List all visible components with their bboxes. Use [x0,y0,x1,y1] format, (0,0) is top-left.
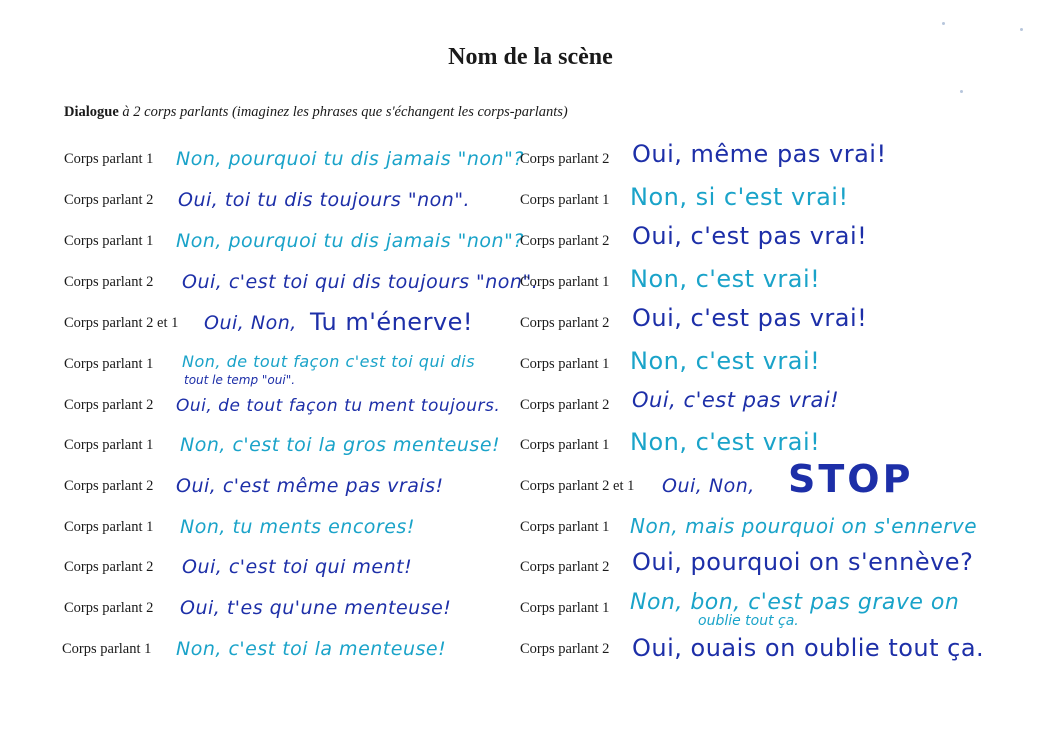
speaker-label: Corps parlant 2 [520,559,610,575]
speaker-label: Corps parlant 1 [520,192,610,208]
handwritten-line: Oui, t'es qu'une menteuse! [180,597,452,619]
page-title: Nom de la scène [448,44,613,70]
handwritten-line: Non, de tout façon c'est toi qui dis [182,352,476,371]
speaker-label: Corps parlant 1 [520,519,610,535]
handwritten-line: Oui, toi tu dis toujours "non". [178,189,471,211]
speaker-label: Corps parlant 2 et 1 [520,478,635,494]
handwritten-line: Oui, c'est toi qui dis toujours "non". [182,271,539,293]
speaker-label: Corps parlant 2 [520,233,610,249]
speaker-label: Corps parlant 2 [520,641,610,657]
speaker-label: Corps parlant 2 et 1 [64,315,179,331]
speaker-label: Corps parlant 1 [64,437,154,453]
speaker-label: Corps parlant 2 [64,600,154,616]
handwritten-line: Non, c'est vrai! [630,428,821,456]
speaker-label: Corps parlant 1 [520,600,610,616]
handwritten-line: Non, mais pourquoi on s'ennerve [630,514,978,538]
handwritten-line: Oui, ouais on oublie tout ça. [632,634,985,662]
handwritten-line: Oui, c'est pas vrai! [632,222,868,250]
dialogue-intro [64,104,568,121]
speaker-label: Corps parlant 2 [520,151,610,167]
scan-speck [942,22,945,25]
handwritten-line: Non, c'est vrai! [630,347,821,375]
handwritten-emphasis: STOP [788,457,914,501]
speaker-label: Corps parlant 1 [64,151,154,167]
handwritten-line: Oui, Non, [662,475,755,497]
speaker-label: Corps parlant 1 [64,233,154,249]
handwritten-line: Non, c'est toi la gros menteuse! [180,434,501,456]
intro-italic: à 2 corps parlants (imaginez les phrases que s'échangent les corps-parlants) [122,104,568,120]
handwritten-continuation: oublie tout ça. [698,613,799,629]
speaker-label: Corps parlant 2 [520,397,610,413]
speaker-label: Corps parlant 2 [520,315,610,331]
scan-speck [960,90,963,93]
handwritten-continuation: tout le temp "oui". [184,373,296,387]
handwritten-line: Oui, c'est pas vrai! [632,304,868,332]
handwritten-line: Oui, même pas vrai! [632,140,887,168]
intro-bold: Dialogue [64,104,119,120]
handwritten-line: Non, c'est vrai! [630,265,821,293]
handwritten-line: Oui, de tout façon tu ment toujours. [176,396,501,416]
speaker-label: Corps parlant 1 [520,274,610,290]
speaker-label: Corps parlant 2 [64,274,154,290]
handwritten-line: Oui, c'est même pas vrais! [176,475,444,497]
speaker-label: Corps parlant 1 [520,437,610,453]
handwritten-line: Non, pourquoi tu dis jamais "non"? [176,148,524,170]
handwritten-line: Non, tu ments encores! [180,516,415,538]
speaker-label: Corps parlant 1 [62,641,152,657]
handwritten-line: Oui, c'est toi qui ment! [182,556,413,578]
handwritten-line: Oui, Non, [204,312,297,334]
handwritten-line: Oui, pourquoi on s'ennève? [632,548,974,576]
speaker-label: Corps parlant 1 [520,356,610,372]
speaker-label: Corps parlant 2 [64,397,154,413]
speaker-label: Corps parlant 1 [64,519,154,535]
handwritten-line: Non, bon, c'est pas grave on [630,590,960,615]
scan-speck [1020,28,1023,31]
handwritten-line: Non, c'est toi la menteuse! [176,638,447,660]
handwritten-emphasis: Tu m'énerve! [310,308,474,336]
speaker-label: Corps parlant 2 [64,192,154,208]
handwritten-line: Non, pourquoi tu dis jamais "non"? [176,230,524,252]
speaker-label: Corps parlant 2 [64,559,154,575]
speaker-label: Corps parlant 1 [64,356,154,372]
speaker-label: Corps parlant 2 [64,478,154,494]
handwritten-line: Oui, c'est pas vrai! [632,388,840,412]
handwritten-line: Non, si c'est vrai! [630,183,849,211]
